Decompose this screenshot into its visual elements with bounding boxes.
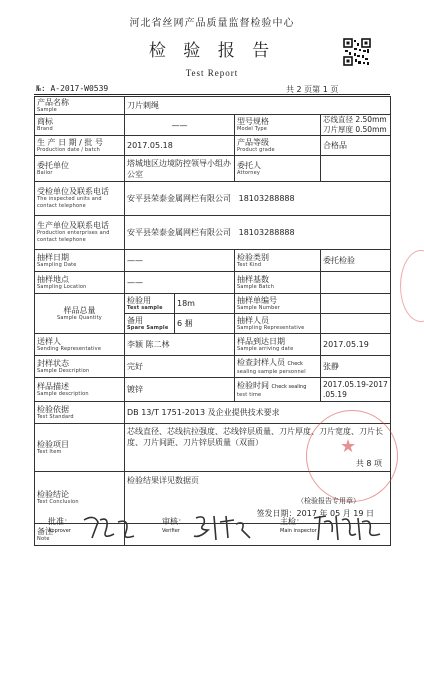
table-row: 备注 Note: [35, 524, 391, 546]
inspector-label: 主检：: [280, 517, 304, 526]
table-row: 生产单位及联系电话 Production enterprises and contact telephone 安平县荣泰金属网栏有限公司 18103288888: [35, 216, 391, 250]
side-seal-icon: [400, 250, 424, 322]
conclusion-value: 检验结果详见数据页 （检验报告专用章） 签发日期：2017 年 05 月 19 日: [125, 472, 391, 524]
qr-code-icon: [343, 38, 371, 66]
spare-sample-value: 6 捆: [175, 314, 235, 334]
inspected-unit-value: 安平县荣泰金属网栏有限公司 18103288888: [125, 182, 391, 216]
sender-value: 李颖 陈二林: [125, 334, 235, 356]
test-sample-value: 18m: [175, 294, 235, 314]
table-row: 检验项目 Test Item 芯线直径、芯线抗拉强度、芯线锌层质量、刀片厚度、刀片宽度、刀片长度、刀片间距、刀片锌层质量（双面） 共 8 项: [35, 424, 391, 472]
table-row: 抽样日期 Sampling Date —— 检验类别 Test Kind 委托检验: [35, 250, 391, 272]
test-items-value: 芯线直径、芯线抗拉强度、芯线锌层质量、刀片厚度、刀片宽度、刀片长度、刀片间距、刀片锌层质量（双面） 共 8 项: [125, 424, 391, 472]
arrive-date-value: 2017.05.19: [321, 334, 391, 356]
approver-signature-icon: [80, 512, 140, 542]
standard-value: DB 13/T 1751-2013 及企业提供技术要求: [125, 402, 391, 424]
grade-value: 合格品: [321, 136, 391, 156]
producer-value: 安平县荣泰金属网栏有限公司 18103288888: [125, 216, 391, 250]
brand-value: ——: [125, 115, 235, 136]
approver-label: 批准：: [48, 517, 72, 526]
attorney-value: [321, 156, 391, 182]
table-row: 封样状态 Sample Description 完好 检查封样人员 Check sealing sample personnel 张静: [35, 356, 391, 378]
sample-desc-value: 镀锌: [125, 378, 235, 402]
verifier-label-en: Verifier: [162, 528, 180, 534]
verifier-signature-icon: [190, 512, 260, 542]
seal-person-value: 张静: [321, 356, 391, 378]
sampling-location-value: ——: [125, 272, 235, 294]
items-count: 共 8 项: [355, 459, 382, 468]
table-row: 商标 Brand —— 型号规格 Model Type 芯线直径 2.50mm 刀片厚度 0.50mm: [35, 115, 391, 136]
seal-note: （检验报告专用章）: [297, 497, 360, 505]
signature-block: [34, 512, 390, 544]
verifier-label: 审核：: [162, 517, 186, 526]
issue-date: 签发日期：2017 年 05 月 19 日: [256, 509, 374, 518]
table-row: 受检单位及联系电话 The inspected units and contact telephone 安平县荣泰金属网栏有限公司 18103288888: [35, 182, 391, 216]
org-name: 河北省丝网产品质量监督检验中心: [129, 18, 295, 29]
table-row: 样品总量 Sample Quantity 检验用 Test sample 18m 抽样单编号 Sample Number: [35, 294, 391, 314]
approver-label-en: Approver: [48, 528, 71, 534]
sampling-date-value: ——: [125, 250, 235, 272]
report-number: №: A-2017-W0539: [36, 84, 109, 93]
table-row: 检验依据 Test Standard DB 13/T 1751-2013 及企业提供技术要求: [35, 402, 391, 424]
report-title-en: Test Report: [185, 68, 239, 78]
header-rule: [34, 94, 390, 95]
inspector-label-en: Main inspector: [280, 528, 317, 534]
product-name-value: 刀片刺绳: [125, 97, 391, 115]
table-row: 送样人 Sending Representative 李颖 陈二林 样品到达日期 Sample arriving date 2017.05.19: [35, 334, 391, 356]
production-date-value: 2017.05.18: [125, 136, 235, 156]
table-row: 样品描述 Sample description 镀锌 检验时间 Check sealing test time 2017.05.19-2017 .05.19: [35, 378, 391, 402]
table-row: 检验结论 Test Conclusion 检验结果详见数据页 （检验报告专用章） 签发日期：2017 年 05 月 19 日: [35, 472, 391, 524]
client-value: 塔城地区边境防控领导小组办公室: [125, 156, 235, 182]
test-kind-value: 委托检验: [321, 250, 391, 272]
model-value: 芯线直径 2.50mm 刀片厚度 0.50mm: [321, 115, 391, 136]
inspector-signature-icon: [310, 512, 386, 542]
seal-star-icon: ★: [340, 436, 357, 457]
table-row: 生 产 日 期 / 批 号 Production date / batch 2017.05.18 产品等级 Product grade 合格品: [35, 136, 391, 156]
sampling-rep-value: [321, 314, 391, 334]
report-title: 检 验 报 告: [148, 41, 276, 61]
sample-batch-value: [321, 272, 391, 294]
page-info: 共 2 页第 1 页: [286, 85, 339, 94]
table-row: 产品名称 Sample 刀片刺绳: [35, 97, 391, 115]
sample-number-value: [321, 294, 391, 314]
table-row: 委托单位 Bailor 塔城地区边境防控领导小组办公室 委托人 Attorney: [35, 156, 391, 182]
table-row: 备用 Spare Sample 6 捆 抽样人员 Sampling Representative: [35, 314, 391, 334]
test-time-value: 2017.05.19-2017 .05.19: [321, 378, 391, 402]
table-row: 抽样地点 Sampling Location —— 抽样基数 Sample Batch: [35, 272, 391, 294]
seal-state-value: 完好: [125, 356, 235, 378]
